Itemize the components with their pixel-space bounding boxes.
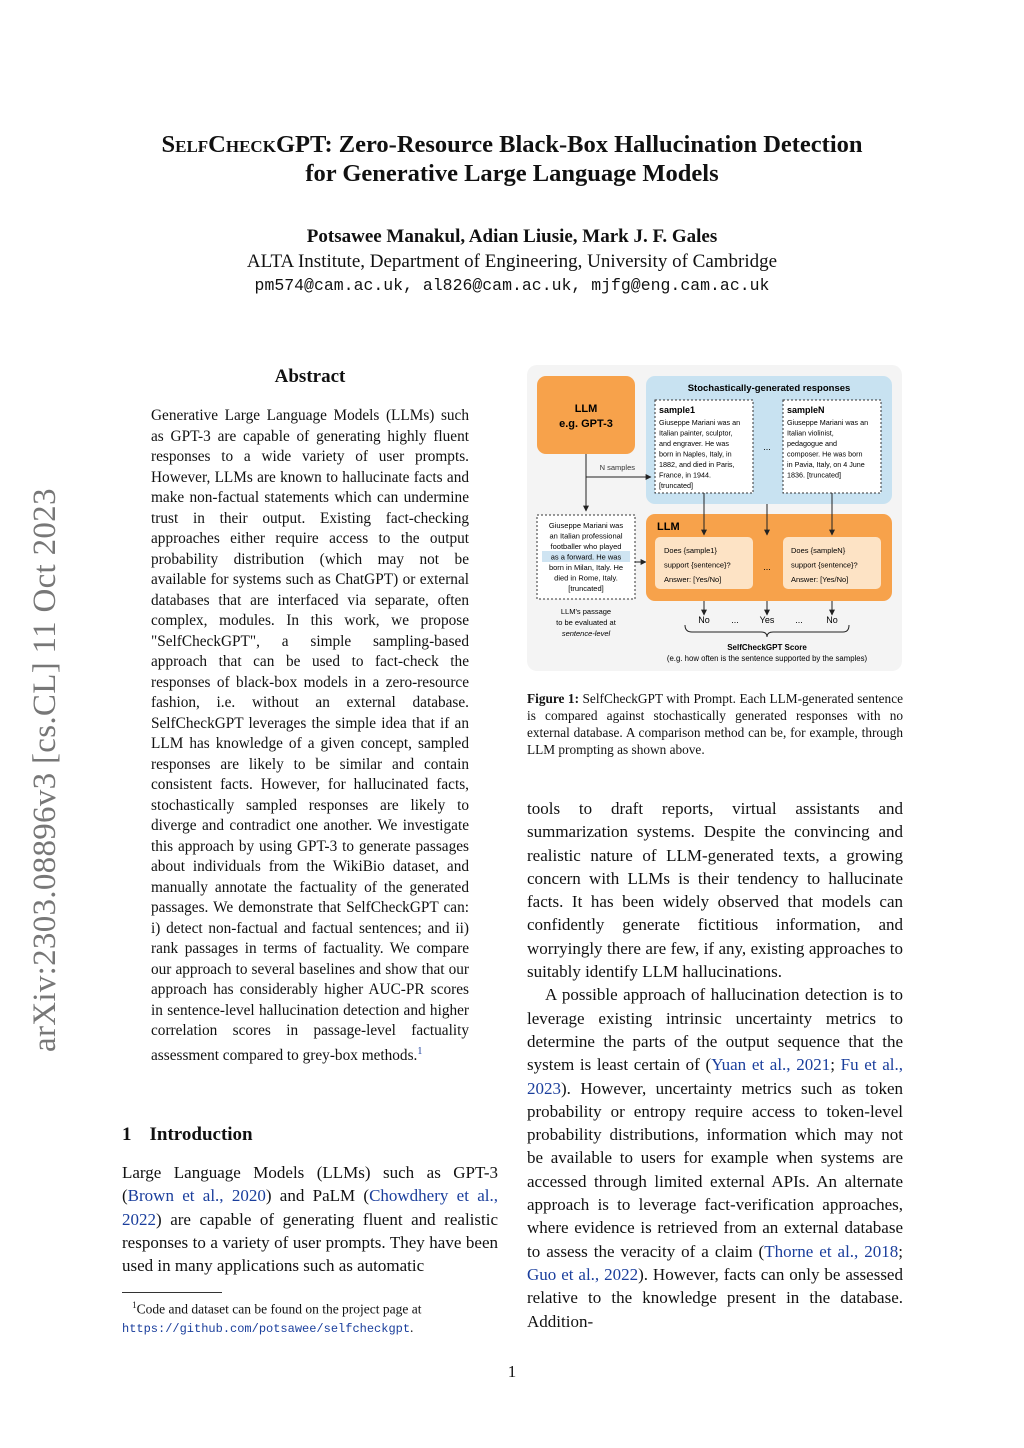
sample1-line: born in Naples, Italy, in	[659, 449, 732, 459]
sampleN-line: 1836. [truncated]	[787, 470, 841, 480]
title-smallcaps: SelfCheck	[161, 131, 276, 158]
authors: Potsawee Manakul, Adian Liusie, Mark J. F. Gales	[306, 226, 718, 247]
figure-1	[527, 365, 902, 671]
questionN-line: support {sentence}?	[791, 560, 858, 570]
passage-line: an Italian professional	[549, 531, 623, 541]
intro-right-column	[527, 797, 903, 1333]
section-heading	[122, 1124, 253, 1146]
passage-line: footballer who played	[550, 542, 622, 551]
passage-line: [truncated]	[568, 584, 604, 593]
figure-diagram	[527, 365, 902, 671]
llm2-title: LLM	[657, 521, 680, 533]
footnote-mark: 1	[132, 1300, 137, 1310]
citation-brown[interactable]: Brown et al., 2020	[127, 1186, 266, 1206]
text: A possible approach of hallucination detection is to leverage existing intrinsic uncertainty metrics to determine the parts of the output sequence that the system is least certain of (	[527, 985, 903, 1075]
text: ). However, facts can only be assessed relative to the knowledge present in the database. Addition-	[527, 1264, 903, 1331]
ellipsis-mid: ...	[763, 562, 771, 572]
llm-box	[537, 376, 635, 454]
intro-paragraph-2	[527, 983, 903, 1332]
sampleN-line: pedagogue and	[787, 439, 837, 448]
text: ). However, uncertainty metrics such as token probability or entropy require access to token-level probability distributions, information which may not be available to users for example when systems are accessed through limited external APIs. An alternate approach is to leverage fact-verification approaches, where evidence is retrieved from an external database to assess the veracity of a claim (	[527, 1078, 903, 1261]
sampleN-line: in Pavia, Italy, on 4 June	[787, 460, 865, 469]
text: ) and PaLM (	[265, 1186, 370, 1206]
footnote-url[interactable]: https://github.com/potsawee/selfcheckgpt	[122, 1321, 411, 1336]
abstract-body: Generative Large Language Models (LLMs) such as GPT-3 are capable of generating highly fluent responses to a wide variety of user prompts. However, LLMs are known to hallucinate facts and make non-factual statements which can undermine trust in their output. Existing fact-checking approaches either require access to the output probability distribution (which may not be available for systems such as ChatGPT) or external databases that are interfaced via separate, often complex, modules. In this work, we propose "SelfCheckGPT", a simple sampling-based approach that can be used to fact-check the responses of black-box models in a zero-resource fashion, i.e. without an external database. SelfCheckGPT leverages the simple idea that if an LLM has knowledge of a given concept, sampled responses are likely to be similar and contain consistent facts. However, for hallucinated facts, stochastically sampled responses are likely to diverge and contradict one another. We investigate this approach by using GPT-3 to generate passages about individuals from the WikiBio dataset, and manually annotate the factuality of the generated passages. We demonstrate that SelfCheckGPT can: i) detect non-factual and factual sentences; and ii) rank passages in terms of factuality. We compare our approach to several baselines and show that our approach has considerably higher AUC-PR scores in sentence-level hallucination detection and higher correlation scores in passage-level factuality assessment compared to grey-box methods.	[151, 407, 469, 1064]
footnote	[122, 1296, 498, 1338]
footnote-text: Code and dataset can be found on the project page at	[136, 1301, 422, 1317]
citation-thorne[interactable]: Thorne et al., 2018	[764, 1241, 899, 1261]
citation-chowdhery[interactable]: Chowdhery et al., 2022	[122, 1186, 498, 1229]
passage-line: born in Milan, Italy. He	[548, 563, 624, 572]
sample1-title: sample1	[659, 405, 696, 415]
citation-fu[interactable]: Fu et al., 2023	[527, 1055, 903, 1098]
sample1-line: Giuseppe Mariani was an	[659, 418, 741, 427]
stochastic-header: Stochastically-generated responses	[687, 383, 851, 394]
caption-label: Figure 1:	[527, 691, 580, 706]
sample1-line: 1882, and died in Paris,	[659, 460, 735, 469]
passage-line: died in Rome, Italy.	[554, 573, 618, 583]
abstract-heading: Abstract	[274, 366, 346, 387]
questionN-line: Answer: [Yes/No]	[791, 575, 849, 584]
sampleN-line: Giuseppe Mariani was an	[787, 418, 869, 427]
text: ) are capable of generating fluent and realistic responses to a variety of user prompts. They have been used in many applications such as automatic	[122, 1209, 498, 1276]
passage-line: as a forward. He was	[550, 552, 622, 562]
footnote-ref[interactable]: 1	[417, 1045, 423, 1057]
section-title: Introduction	[149, 1124, 253, 1145]
emails: pm574@cam.ac.uk, al826@cam.ac.uk, mjfg@eng.cam.ac.uk	[254, 276, 770, 295]
answer-ellipsis-2: ...	[795, 615, 803, 625]
passage-caption-line: to be evaluated at	[556, 618, 616, 627]
section-number: 1	[122, 1124, 132, 1145]
sample1-line: Italian painter, sculptor,	[659, 428, 733, 438]
text: ;	[830, 1055, 841, 1075]
figure-caption	[527, 690, 903, 758]
caption-text: SelfCheckGPT with Prompt. Each LLM-generated sentence is compared against stochastically generated responses with no external database. A comparison method can be, for example, through LLM prompting as shown above.	[527, 691, 903, 757]
llm-title: LLM	[574, 403, 598, 415]
passage-caption-line: sentence-level	[561, 629, 611, 638]
score-sub: (e.g. how often is the sentence supported by the samples)	[666, 654, 868, 663]
llm-sub: e.g. GPT-3	[559, 418, 613, 430]
sample1-line: [truncated]	[659, 481, 693, 490]
text: ;	[898, 1241, 903, 1261]
passage-text	[549, 521, 623, 593]
footnote-divider	[122, 1292, 222, 1293]
affiliation: ALTA Institute, Department of Engineering, University of Cambridge	[246, 251, 778, 272]
sampleN-line: composer. He was born	[787, 449, 863, 459]
answer-1: No	[698, 615, 710, 625]
answer-ellipsis-1: ...	[731, 615, 739, 625]
page-number: 1	[507, 1362, 517, 1381]
ellipsis-top: ...	[763, 442, 771, 452]
passage-line: Giuseppe Mariani was	[548, 521, 624, 530]
answer-2: Yes	[759, 615, 775, 625]
sample1-line: France, in 1944.	[659, 470, 711, 480]
paper-title	[100, 130, 924, 188]
citation-yuan[interactable]: Yuan et al., 2021	[711, 1055, 831, 1075]
question1-line: Does {sample1}	[664, 546, 717, 555]
abstract-text	[151, 406, 469, 1066]
text: Large Language Models (LLMs) such as GPT-3 (	[122, 1163, 498, 1206]
title-line2: for Generative Large Language Models	[305, 160, 719, 187]
question1-line: support {sentence}?	[664, 560, 731, 570]
intro-paragraph-1	[122, 1161, 498, 1277]
sample1-line: and engraver. He was	[659, 439, 729, 448]
n-samples-label: N samples	[599, 463, 635, 472]
sampleN-title: sampleN	[787, 405, 825, 415]
question1-line: Answer: [Yes/No]	[664, 575, 722, 584]
title-line1: GPT: Zero-Resource Black-Box Hallucination Detection	[275, 131, 863, 158]
passage-caption-line: LLM's passage	[560, 607, 612, 616]
arxiv-sidebar: arXiv:2303.08896v3 [cs.CL] 11 Oct 2023	[27, 488, 63, 1052]
intro-paragraph-1-cont: tools to draft reports, virtual assistants and summarization systems. Despite the convincing and realistic nature of LLM-generated texts, a growing concern with LLMs is their tendency to hallucinate facts. It has been widely observed that models can confidently generate fictitious information, and worryingly there are few, if any, existing approaches to suitably identify LLM hallucinations.	[527, 799, 903, 982]
citation-guo[interactable]: Guo et al., 2022	[527, 1264, 639, 1284]
score-title: SelfCheckGPT Score	[727, 643, 807, 652]
answer-3: No	[826, 615, 838, 625]
questionN-line: Does {sampleN}	[791, 546, 846, 555]
passage-caption	[556, 607, 617, 638]
footnote-end: .	[410, 1319, 414, 1335]
sampleN-line: Italian violinist,	[787, 428, 834, 438]
